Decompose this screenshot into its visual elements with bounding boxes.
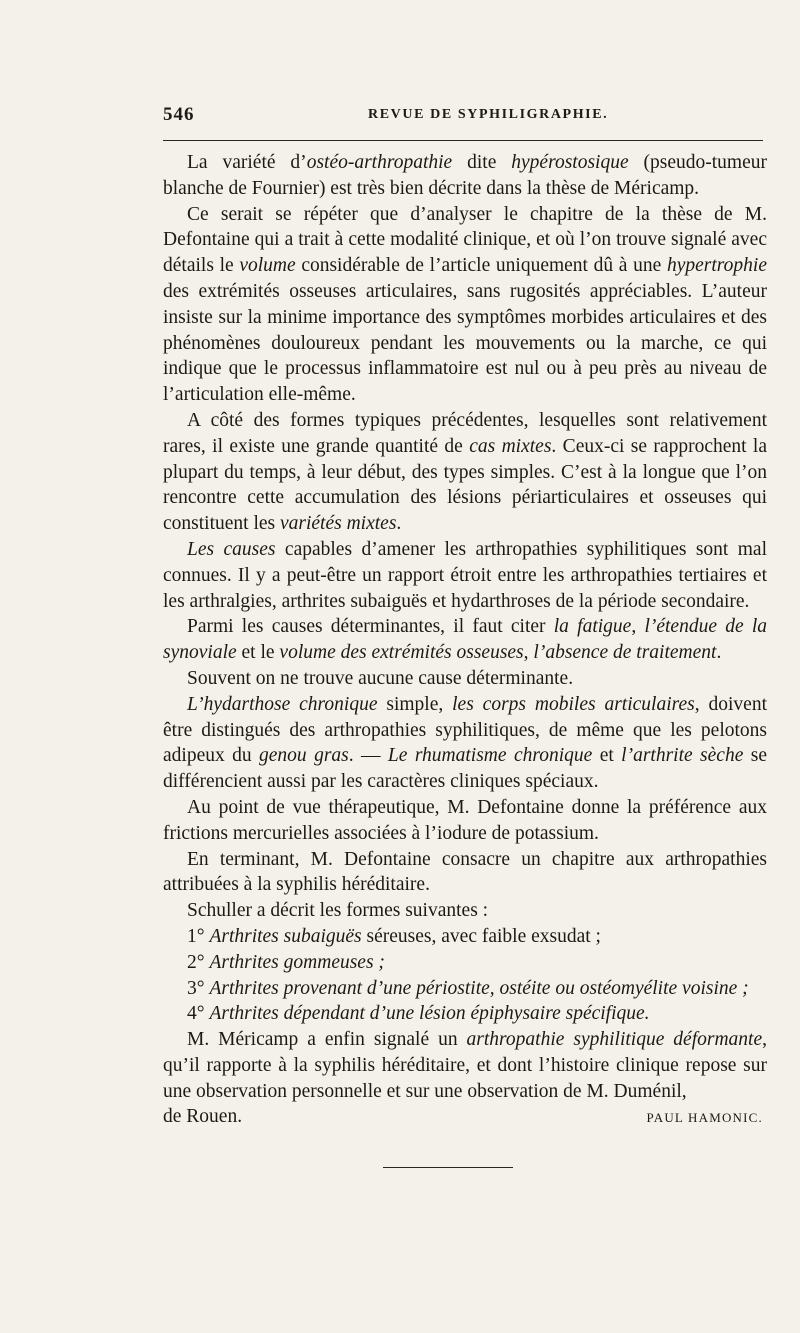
list-item: 4° Arthrites dépendant d’une lésion épiphysaire spécifique. bbox=[187, 1003, 650, 1025]
page-header bbox=[163, 104, 767, 128]
final-paragraph: M. Méricamp a enfin signalé un arthropathie syphilitique déformante, qu’il rapporte à la syphilis héréditaire, et dont l’histoire clinique repose sur une observation personnelle et sur une observation de M. Duménil, bbox=[163, 1029, 767, 1102]
paragraph: Ce serait se répéter que d’analyser le chapitre de la thèse de M. Defontaine qui a trait à cette modalité clinique, et où l’on trouve signalé avec détails le volume considérable de l’article uniquement dû à une hypertrophie des extrémités osseuses articulaires, sans rugosités appréciables. L’auteur insiste sur la minime importance des symptômes morbides articulaires et des phénomènes douloureux pendant les mouvements ou la marche, ce qui indique que le processus inflammatoire est nul ou à peu près au niveau de l’articulation elle-même. bbox=[163, 203, 767, 406]
paragraph: Les causes capables d’amener les arthropathies syphilitiques sont mal connues. Il y a peut-être un rapport étroit entre les arthropathies tertiaires et les arthralgies, arthrites subaiguës et hydarthroses de la période secondaire. bbox=[163, 538, 768, 612]
end-rule bbox=[383, 1167, 513, 1168]
paragraph: Souvent on ne trouve aucune cause déterminante. bbox=[187, 667, 574, 689]
running-head: REVUE DE SYPHILIGRAPHIE. bbox=[368, 107, 609, 122]
paragraph: Au point de vue thérapeutique, M. Defontaine donne la préférence aux frictions mercurielles associées à l’iodure de potassium. bbox=[163, 796, 767, 844]
paragraph: Parmi les causes déterminantes, il faut citer la fatigue, l’étendue de la synoviale et le volume des extrémités osseuses, l’absence de traitement. bbox=[163, 616, 768, 664]
article-body bbox=[163, 150, 767, 1131]
paragraph: L’hydarthose chronique simple, les corps mobiles articulaires, doivent être distingués des arthropathies syphilitiques, de même que les pelotons adipeux du genou gras. — Le rhumatisme chronique et l’arthrite sèche se différencient aussi par les caractères cliniques spéciaux. bbox=[163, 693, 768, 793]
page-number: 546 bbox=[163, 104, 195, 125]
paragraph: La variété d’ostéo-arthropathie dite hypérostosique (pseudo-tumeur blanche de Fournier) est très bien décrite dans la thèse de Méricamp. bbox=[163, 152, 767, 199]
header-rule bbox=[163, 140, 763, 141]
paragraph: A côté des formes typiques précédentes, lesquelles sont relativement rares, il existe une grande quantité de cas mixtes. Ceux-ci se rapprochent la plupart du temps, à leur début, des types simples. C’est à la longue que l’on rencontre cette accumulation des lésions périarticulaires et osseuses qui constituent les variétés mixtes. bbox=[163, 409, 768, 535]
final-line: de Rouen. bbox=[163, 1106, 243, 1128]
list-item: 2° Arthrites gommeuses ; bbox=[187, 951, 385, 973]
list-item: 1° Arthrites subaiguës séreuses, avec faible exsudat ; bbox=[187, 925, 601, 947]
list-item: 3° Arthrites provenant d’une périostite, ostéite ou ostéomyélite voisine ; bbox=[187, 977, 749, 999]
closing-line bbox=[163, 1104, 767, 1131]
paragraph: En terminant, M. Defontaine consacre un chapitre aux arthropathies attribuées à la syphilis héréditaire. bbox=[163, 848, 767, 896]
author-signature: PAUL HAMONIC. bbox=[646, 1110, 763, 1126]
paragraph: Schuller a décrit les formes suivantes : bbox=[187, 900, 489, 922]
